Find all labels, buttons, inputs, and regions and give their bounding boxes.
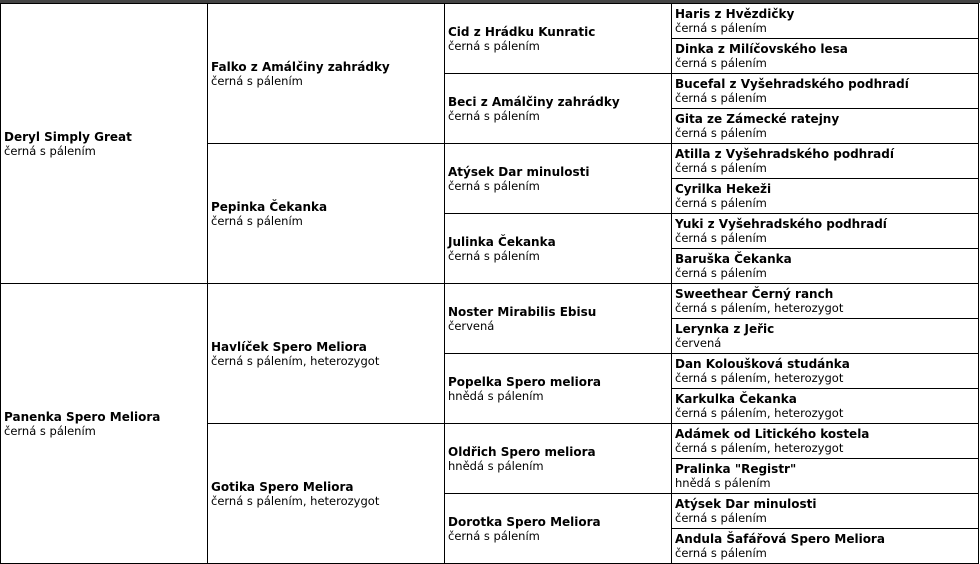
dog-name: Noster Mirabilis Ebisu <box>448 304 597 319</box>
great-grandparent-cell <box>445 4 672 74</box>
dog-color: černá s pálením, heterozygot <box>675 441 844 455</box>
dog-color: černá s pálením, heterozygot <box>675 371 844 385</box>
dog-color: hnědá s pálením <box>448 388 544 403</box>
dog-name: Deryl Simply Great <box>4 129 132 144</box>
dog-color: červená <box>675 336 722 350</box>
great-great-grandparent-cell <box>672 214 979 249</box>
great-great-grandparent-cell <box>672 39 979 74</box>
dog-name: Andula Šafářová Spero Meliora <box>675 532 885 546</box>
great-great-grandparent-cell <box>672 179 979 214</box>
dog-color: černá s pálením <box>4 423 96 438</box>
dog-name: Sweethear Černý ranch <box>675 287 834 301</box>
dog-color: černá s pálením <box>675 21 767 35</box>
great-grandparent-cell <box>445 354 672 424</box>
dog-color: hnědá s pálením <box>448 458 544 473</box>
grandparent-cell <box>208 144 445 284</box>
dog-name: Beci z Amálčiny zahrádky <box>448 94 620 109</box>
dog-name: Yuki z Vyšehradského podhradí <box>675 217 887 231</box>
dog-color: černá s pálením <box>675 546 767 560</box>
great-grandparent-cell <box>445 424 672 494</box>
dog-name: Karkulka Čekanka <box>675 392 797 406</box>
great-great-grandparent-cell <box>672 144 979 179</box>
dog-color: černá s pálením <box>675 91 767 105</box>
great-grandparent-cell <box>445 494 672 564</box>
dog-color: černá s pálením <box>211 73 303 88</box>
parent-cell <box>1 284 208 564</box>
great-great-grandparent-cell <box>672 494 979 529</box>
dog-name: Dorotka Spero Meliora <box>448 514 601 529</box>
table-row <box>1 4 979 39</box>
dog-color: černá s pálením <box>675 56 767 70</box>
dog-name: Dinka z Milíčovského lesa <box>675 42 848 56</box>
dog-name: Panenka Spero Meliora <box>4 409 161 424</box>
dog-name: Atýsek Dar minulosti <box>675 497 817 511</box>
dog-color: černá s pálením <box>448 108 540 123</box>
dog-name: Baruška Čekanka <box>675 252 792 266</box>
dog-color: černá s pálením, heterozygot <box>211 353 380 368</box>
dog-name: Julinka Čekanka <box>448 234 556 249</box>
great-great-grandparent-cell <box>672 459 979 494</box>
dog-name: Havlíček Spero Meliora <box>211 339 367 354</box>
dog-name: Popelka Spero meliora <box>448 374 601 389</box>
great-great-grandparent-cell <box>672 354 979 389</box>
great-grandparent-cell <box>445 74 672 144</box>
dog-name: Dan Koloušková studánka <box>675 357 850 371</box>
dog-color: černá s pálením <box>448 38 540 53</box>
dog-name: Lerynka z Jeřic <box>675 322 775 336</box>
dog-color: černá s pálením <box>675 196 767 210</box>
dog-name: Atýsek Dar minulosti <box>448 164 590 179</box>
dog-color: černá s pálením <box>211 213 303 228</box>
great-great-grandparent-cell <box>672 284 979 319</box>
dog-name: Pralinka "Registr" <box>675 462 797 476</box>
great-great-grandparent-cell <box>672 249 979 284</box>
parent-cell <box>1 4 208 284</box>
dog-color: černá s pálením, heterozygot <box>211 493 380 508</box>
dog-name: Haris z Hvězdičky <box>675 7 795 21</box>
grandparent-cell <box>208 424 445 564</box>
dog-color: černá s pálením <box>448 178 540 193</box>
great-great-grandparent-cell <box>672 74 979 109</box>
dog-color: černá s pálením <box>448 248 540 263</box>
dog-color: černá s pálením, heterozygot <box>675 406 844 420</box>
great-grandparent-cell <box>445 284 672 354</box>
great-great-grandparent-cell <box>672 424 979 459</box>
table-row <box>1 284 979 319</box>
dog-color: hnědá s pálením <box>675 476 771 490</box>
dog-name: Gita ze Zámecké ratejny <box>675 112 840 126</box>
dog-color: černá s pálením <box>675 231 767 245</box>
dog-color: červená <box>448 318 495 333</box>
dog-color: černá s pálením <box>675 161 767 175</box>
great-great-grandparent-cell <box>672 529 979 564</box>
grandparent-cell <box>208 284 445 424</box>
great-great-grandparent-cell <box>672 319 979 354</box>
dog-name: Adámek od Litického kostela <box>675 427 870 441</box>
dog-name: Cid z Hrádku Kunratic <box>448 24 596 39</box>
dog-color: černá s pálením <box>675 266 767 280</box>
dog-color: černá s pálením <box>448 528 540 543</box>
dog-name: Gotika Spero Meliora <box>211 479 354 494</box>
dog-name: Falko z Amálčiny zahrádky <box>211 59 390 74</box>
dog-name: Atilla z Vyšehradského podhradí <box>675 147 894 161</box>
dog-name: Cyrilka Hekeži <box>675 182 772 196</box>
dog-color: černá s pálením <box>675 126 767 140</box>
great-grandparent-cell <box>445 214 672 284</box>
dog-color: černá s pálením <box>675 511 767 525</box>
great-grandparent-cell <box>445 144 672 214</box>
great-great-grandparent-cell <box>672 109 979 144</box>
dog-color: černá s pálením, heterozygot <box>675 301 844 315</box>
great-great-grandparent-cell <box>672 4 979 39</box>
dog-name: Pepinka Čekanka <box>211 199 328 214</box>
grandparent-cell <box>208 4 445 144</box>
pedigree-table <box>0 3 979 564</box>
dog-color: černá s pálením <box>4 143 96 158</box>
dog-name: Oldřich Spero meliora <box>448 444 596 459</box>
great-great-grandparent-cell <box>672 389 979 424</box>
dog-name: Bucefal z Vyšehradského podhradí <box>675 77 909 91</box>
